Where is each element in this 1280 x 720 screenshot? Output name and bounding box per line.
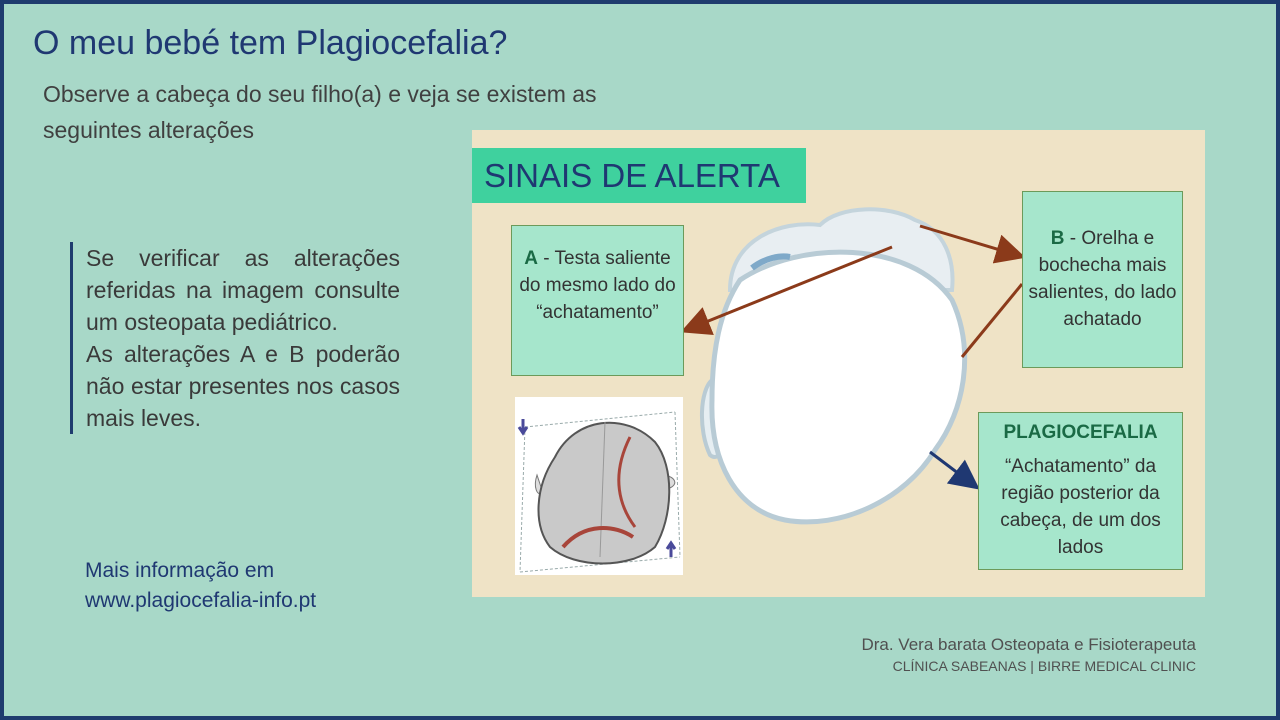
sign-b-text: - Orelha e bochecha mais salientes, do lado achatado [1028, 228, 1177, 330]
arrow-plagiocefalia [930, 452, 975, 486]
sign-b-letter: B [1050, 228, 1065, 249]
plagiocefalia-heading: PLAGIOCEFALIA [1003, 422, 1158, 443]
sign-b-box [1022, 191, 1183, 368]
arrow-b-upper [920, 226, 1020, 256]
skull-top-view-illustration [515, 397, 683, 575]
more-info-link[interactable]: www.plagiocefalia-info.pt [85, 589, 317, 612]
footer-clinic: CLÍNICA SABEANAS | BIRRE MEDICAL CLINIC [892, 658, 1196, 674]
skull-diagram [515, 397, 683, 575]
instructions-paragraph-2: As alterações A e B poderão não estar presentes nos casos mais leves. [86, 341, 400, 431]
sign-a-box [511, 225, 684, 376]
sign-a-text: - Testa saliente do mesmo lado do “achatamento” [519, 248, 676, 323]
plagiocefalia-text: “Achatamento” da região posterior da cabeça, de um dos lados [1000, 456, 1161, 558]
arrow-a [686, 247, 892, 330]
page-subtitle: Observe a cabeça do seu filho(a) e veja se existem as seguintes alterações [43, 81, 597, 143]
plagiocefalia-box [978, 412, 1183, 570]
alert-banner: SINAIS DE ALERTA [472, 148, 806, 203]
arrow-b-lower [962, 284, 1022, 357]
page-title: O meu bebé tem Plagiocefalia? [33, 24, 508, 62]
instructions-paragraph-1: Se verificar as alterações referidas na imagem consulte um osteopata pediátrico. [86, 245, 400, 335]
more-info-label: Mais informação em [85, 559, 275, 582]
footer-author: Dra. Vera barata Osteopata e Fisioterapeuta [861, 635, 1196, 654]
sign-a-letter: A [524, 248, 538, 269]
footer-credits [861, 634, 1196, 676]
